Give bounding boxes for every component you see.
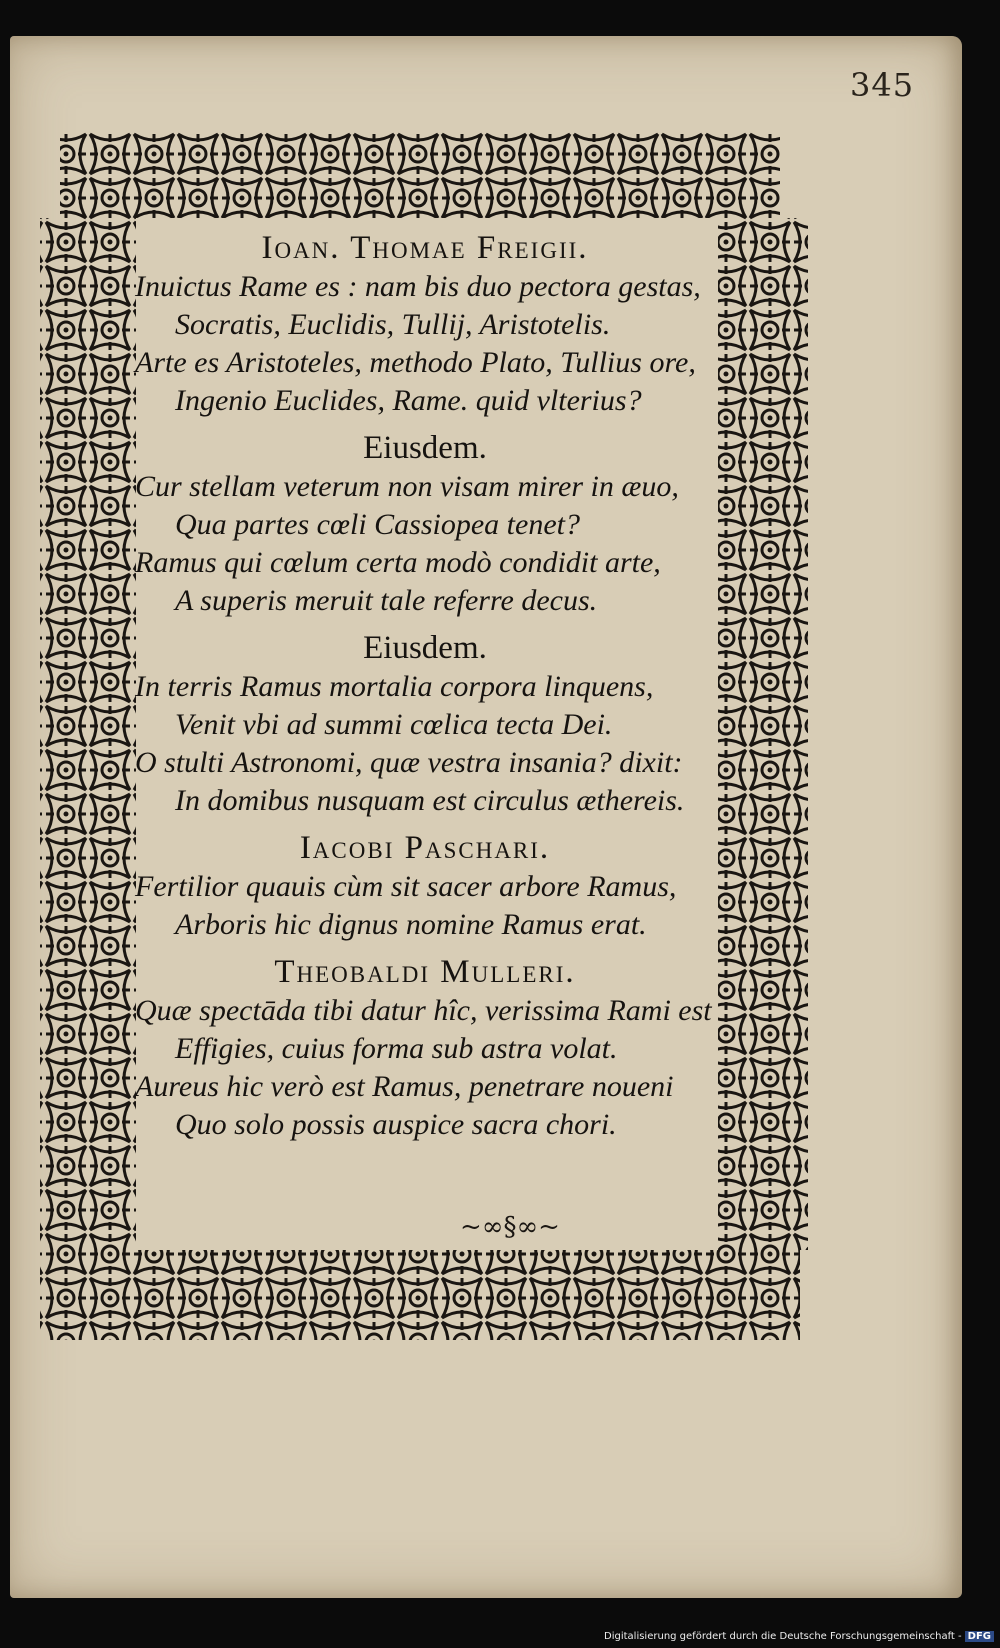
border-top (60, 132, 780, 218)
verse-line: Arte es Aristoteles, methodo Plato, Tullius ore, (135, 346, 696, 379)
verse-line: Fertilior quauis cùm sit sacer arbore Ramus, (135, 870, 677, 903)
verse-line: Cur stellam veterum non visam mirer in æuo, (135, 470, 679, 503)
border-right (718, 218, 808, 1250)
verse-line: A superis meruit tale referre decus. (175, 584, 598, 617)
poem-block (135, 228, 715, 1144)
verse-line: O stulti Astronomi, quæ vestra insania? dixit: (135, 746, 683, 779)
border-left (40, 218, 136, 1250)
verse-line: Socratis, Euclidis, Tullij, Aristotelis. (175, 308, 611, 341)
verse-line: Arboris hic dignus nomine Ramus erat. (175, 908, 647, 941)
verse-line: In domibus nusquam est circulus æthereis. (175, 784, 685, 817)
page-number: 345 (850, 66, 915, 104)
verse-line: Ramus qui cœlum certa modò condidit arte, (135, 546, 661, 579)
section-heading: Theobaldi Mulleri. (274, 954, 576, 990)
fleuron-ornament: ~∞§∞~ (460, 1212, 560, 1242)
verse-line: Effigies, cuius forma sub astra volat. (175, 1032, 618, 1065)
verse-line: Inuictus Rame es : nam bis duo pectora gestas, (135, 270, 701, 303)
verse-line: Ingenio Euclides, Rame. quid vlterius? (175, 384, 642, 417)
verse-line: Quo solo possis auspice sacra chori. (175, 1108, 617, 1141)
verse-line: Qua partes cœli Cassiopea tenet? (175, 508, 580, 541)
section-heading: Iacobi Paschari. (299, 830, 551, 866)
section-heading: Ioan. Thomae Freigii. (261, 230, 589, 266)
section-heading: Eiusdem. (363, 630, 487, 666)
footer-credit (604, 1631, 994, 1642)
section-heading: Eiusdem. (363, 430, 487, 466)
verse-line: Quæ spectāda tibi datur hîc, verissima Rami est (135, 994, 712, 1027)
dfg-logo: DFG (965, 1631, 994, 1642)
verse-line: In terris Ramus mortalia corpora linquens, (135, 670, 654, 703)
border-bottom (40, 1250, 800, 1340)
footer-text: Digitalisierung gefördert durch die Deutsche Forschungsgemeinschaft - (604, 1631, 962, 1642)
verse-line: Aureus hic verò est Ramus, penetrare noueni (135, 1070, 674, 1103)
verse-line: Venit vbi ad summi cœlica tecta Dei. (175, 708, 613, 741)
